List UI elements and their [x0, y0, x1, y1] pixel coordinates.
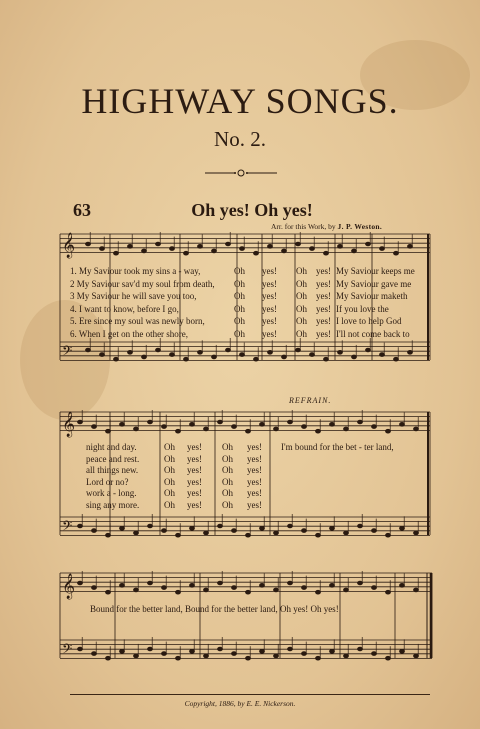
treble-note: [190, 423, 195, 427]
bass-note: [198, 351, 203, 355]
treble-note: [386, 429, 391, 433]
verse-end: My Saviour maketh: [336, 291, 408, 301]
bass-note: [302, 529, 307, 533]
verse-oh3: Oh: [296, 328, 307, 339]
treble-note: [106, 590, 111, 594]
treble-note: [344, 588, 349, 592]
bass-note: [268, 351, 273, 355]
bass-note: [338, 351, 343, 355]
bass-note: [330, 650, 335, 654]
ending-oh3: Oh: [222, 499, 233, 510]
bass-note: [92, 652, 97, 656]
treble-note: [120, 584, 125, 588]
treble-note: [324, 251, 329, 255]
ending-oh3: Oh: [222, 465, 233, 475]
bass-note: [204, 654, 209, 658]
treble-note: [372, 586, 377, 590]
bass-note: [232, 652, 237, 656]
treble-note: [408, 245, 413, 249]
copyright-rule: [70, 694, 430, 695]
ending-text: all things new.: [86, 465, 139, 475]
bass-note: [414, 531, 419, 535]
arranger-name: J. P. Weston.: [337, 222, 383, 231]
bass-note: [302, 652, 307, 656]
ending-oh2: yes!: [187, 476, 202, 487]
treble-note: [268, 245, 273, 249]
verse-oh4: yes!: [316, 316, 331, 326]
ending-oh1: Oh: [164, 453, 175, 464]
verse-text: 5. Ere since my soul was newly born,: [70, 316, 205, 326]
bass-note: [218, 524, 223, 528]
bass-note: [212, 355, 217, 359]
ending-oh3: Oh: [222, 476, 233, 487]
treble-note: [352, 249, 357, 253]
treble-note: [414, 427, 419, 431]
bass-note: [324, 357, 329, 361]
bass-note: [240, 353, 245, 357]
treble-note: [86, 242, 91, 246]
treble-note: [156, 242, 161, 246]
treble-note: [190, 584, 195, 588]
treble-note: [246, 429, 251, 433]
verse-oh3: Oh: [296, 266, 307, 276]
treble-clef-icon: 𝄞: [62, 233, 76, 258]
bass-note: [162, 652, 167, 656]
ending-text: sing any more.: [86, 499, 140, 510]
bass-note: [134, 654, 139, 658]
bass-note: [394, 357, 399, 361]
bass-note: [218, 647, 223, 651]
bass-note: [156, 348, 161, 352]
treble-note: [148, 581, 153, 585]
verse-oh2: yes!: [262, 266, 277, 276]
verse-oh1: Oh: [234, 328, 245, 339]
bass-note: [120, 527, 125, 531]
treble-note: [414, 588, 419, 592]
bass-note: [86, 348, 91, 352]
bass-note: [330, 527, 335, 531]
treble-note: [358, 420, 363, 424]
bass-note: [120, 650, 125, 654]
bass-note: [386, 656, 391, 660]
verse-oh4: yes!: [316, 303, 331, 314]
bass-note: [226, 348, 231, 352]
ending-text: night and day.: [86, 442, 137, 452]
treble-note: [394, 251, 399, 255]
treble-note: [204, 427, 209, 431]
bass-note: [78, 524, 83, 528]
verse-oh3: Oh: [296, 278, 307, 289]
bass-note: [400, 650, 405, 654]
ending-text: work a - long.: [86, 488, 137, 498]
treble-note: [232, 586, 237, 590]
hymn-title: Oh yes! Oh yes!: [191, 200, 313, 220]
bass-note: [246, 533, 251, 537]
treble-note: [240, 247, 245, 251]
bass-note: [190, 527, 195, 531]
verse-end: My Saviour keeps me: [336, 266, 415, 276]
treble-note: [212, 249, 217, 253]
treble-note: [218, 420, 223, 424]
ending-oh1: Oh: [164, 476, 175, 487]
verse-end: I love to help God: [336, 316, 402, 326]
ending-oh4: yes!: [247, 453, 262, 464]
treble-note: [274, 427, 279, 431]
treble-note: [296, 242, 301, 246]
verse-oh1: Oh: [234, 291, 245, 301]
verse-oh1: Oh: [234, 266, 245, 276]
treble-note: [78, 420, 83, 424]
treble-note: [162, 586, 167, 590]
ending-oh4: yes!: [247, 488, 262, 498]
ending-oh2: yes!: [187, 442, 202, 452]
verse-text: 4. I want to know, before I go,: [70, 303, 179, 314]
ending-oh3: Oh: [222, 488, 233, 498]
treble-note: [302, 586, 307, 590]
bass-note: [316, 533, 321, 537]
book-title: HIGHWAY SONGS.: [81, 81, 399, 121]
treble-note: [302, 425, 307, 429]
treble-note: [386, 590, 391, 594]
bass-note: [260, 527, 265, 531]
ending-oh1: Oh: [164, 442, 175, 452]
bass-note: [176, 533, 181, 537]
verse-text: 3 My Saviour he will save you too,: [70, 291, 197, 301]
treble-note: [254, 251, 259, 255]
bass-note: [408, 351, 413, 355]
treble-note: [344, 427, 349, 431]
treble-note: [148, 420, 153, 424]
verse-oh2: yes!: [262, 303, 277, 314]
bass-note: [246, 656, 251, 660]
ending-oh1: Oh: [164, 488, 175, 498]
treble-note: [246, 590, 251, 594]
verse-oh2: yes!: [262, 278, 277, 289]
ending-oh4: yes!: [247, 465, 262, 475]
verse-oh4: yes!: [316, 266, 331, 276]
treble-note: [288, 581, 293, 585]
treble-note: [232, 425, 237, 429]
verse-text: 2 My Saviour sav'd my soul from death,: [70, 278, 215, 289]
bass-note: [128, 351, 133, 355]
verse-oh1: Oh: [234, 303, 245, 314]
arranger-prefix: Arr. for this Work, by: [271, 222, 338, 231]
refrain-first-words: I'm bound for the bet - ter land,: [281, 442, 394, 452]
treble-note: [204, 588, 209, 592]
treble-note: [176, 590, 181, 594]
final-lyric-line: Bound for the better land, Bound for the better land, Oh yes! Oh yes!: [90, 604, 339, 614]
bass-note: [366, 348, 371, 352]
verse-end: If you love the: [336, 303, 389, 314]
bass-note: [386, 533, 391, 537]
treble-note: [310, 247, 315, 251]
treble-note: [358, 581, 363, 585]
bass-note: [316, 656, 321, 660]
bass-note: [184, 357, 189, 361]
hymn-number: 63: [73, 200, 91, 220]
treble-clef-icon: 𝄞: [62, 574, 76, 599]
bass-note: [170, 353, 175, 357]
ending-oh4: yes!: [247, 499, 262, 510]
treble-note: [260, 423, 265, 427]
verse-oh3: Oh: [296, 303, 307, 314]
book-number: No. 2.: [214, 127, 266, 151]
verse-oh1: Oh: [234, 278, 245, 289]
bass-note: [114, 357, 119, 361]
treble-note: [330, 423, 335, 427]
verse-oh2: yes!: [262, 328, 277, 339]
verse-oh2: yes!: [262, 316, 277, 326]
treble-note: [162, 425, 167, 429]
verse-oh3: Oh: [296, 291, 307, 301]
bass-note: [274, 531, 279, 535]
bass-note: [358, 647, 363, 651]
treble-note: [372, 425, 377, 429]
treble-note: [400, 584, 405, 588]
copyright-notice: Copyright, 1886, by E. E. Nickerson.: [184, 699, 296, 708]
ending-oh2: yes!: [187, 488, 202, 498]
treble-note: [100, 247, 105, 251]
bass-note: [372, 529, 377, 533]
bass-note: [344, 531, 349, 535]
treble-note: [288, 420, 293, 424]
bass-note: [282, 355, 287, 359]
bass-note: [134, 531, 139, 535]
bass-note: [100, 353, 105, 357]
treble-note: [128, 245, 133, 249]
bass-note: [254, 357, 259, 361]
ending-text: Lord or no?: [86, 476, 129, 487]
bass-note: [288, 524, 293, 528]
bass-note: [148, 524, 153, 528]
verse-oh2: yes!: [262, 291, 277, 301]
bass-note: [310, 353, 315, 357]
treble-note: [338, 245, 343, 249]
treble-note: [120, 423, 125, 427]
bass-note: [358, 524, 363, 528]
verse-oh1: Oh: [234, 316, 245, 326]
treble-note: [316, 590, 321, 594]
verse-text: 1. My Saviour took my sins a - way,: [70, 266, 201, 276]
verse-oh4: yes!: [316, 291, 331, 301]
ending-oh2: yes!: [187, 465, 202, 475]
treble-note: [274, 588, 279, 592]
bass-note: [204, 531, 209, 535]
bass-note: [190, 650, 195, 654]
bass-note: [344, 654, 349, 658]
ending-oh4: yes!: [247, 442, 262, 452]
ending-oh4: yes!: [247, 476, 262, 487]
ending-oh2: yes!: [187, 499, 202, 510]
refrain-label: REFRAIN.: [289, 396, 332, 405]
bass-note: [380, 353, 385, 357]
bass-note: [260, 650, 265, 654]
verse-end: I'll not come back to: [336, 328, 410, 339]
bass-note: [106, 656, 111, 660]
treble-note: [92, 586, 97, 590]
treble-clef-icon: 𝄞: [62, 412, 76, 437]
bass-note: [352, 355, 357, 359]
treble-note: [92, 425, 97, 429]
treble-note: [184, 251, 189, 255]
treble-note: [78, 581, 83, 585]
verse-oh4: yes!: [316, 278, 331, 289]
bass-note: [400, 527, 405, 531]
treble-note: [366, 242, 371, 246]
treble-note: [316, 429, 321, 433]
verse-end: My Saviour gave me: [336, 278, 412, 289]
bass-note: [176, 656, 181, 660]
ending-oh1: Oh: [164, 499, 175, 510]
verse-oh4: yes!: [316, 328, 331, 339]
treble-note: [134, 427, 139, 431]
treble-note: [114, 251, 119, 255]
bass-clef-icon: 𝄢: [62, 641, 73, 660]
ending-oh3: Oh: [222, 453, 233, 464]
treble-note: [380, 247, 385, 251]
treble-note: [260, 584, 265, 588]
treble-note: [282, 249, 287, 253]
bass-note: [92, 529, 97, 533]
treble-note: [218, 581, 223, 585]
bass-note: [372, 652, 377, 656]
bass-note: [78, 647, 83, 651]
bass-clef-icon: 𝄢: [62, 518, 73, 537]
treble-note: [400, 423, 405, 427]
bass-note: [106, 533, 111, 537]
bass-note: [288, 647, 293, 651]
bass-clef-icon: 𝄢: [62, 343, 73, 362]
treble-note: [142, 249, 147, 253]
ending-text: peace and rest.: [86, 453, 140, 464]
ending-oh3: Oh: [222, 442, 233, 452]
bass-note: [414, 654, 419, 658]
treble-note: [198, 245, 203, 249]
bass-note: [162, 529, 167, 533]
bass-note: [296, 348, 301, 352]
bass-note: [274, 654, 279, 658]
treble-note: [176, 429, 181, 433]
verse-text: 6. When I get on the other shore,: [70, 328, 189, 339]
bass-note: [232, 529, 237, 533]
bass-note: [148, 647, 153, 651]
verse-oh3: Oh: [296, 316, 307, 326]
treble-note: [170, 247, 175, 251]
treble-note: [330, 584, 335, 588]
bass-note: [142, 355, 147, 359]
ending-oh1: Oh: [164, 465, 175, 475]
treble-note: [106, 429, 111, 433]
treble-note: [134, 588, 139, 592]
ending-oh2: yes!: [187, 453, 202, 464]
treble-note: [226, 242, 231, 246]
